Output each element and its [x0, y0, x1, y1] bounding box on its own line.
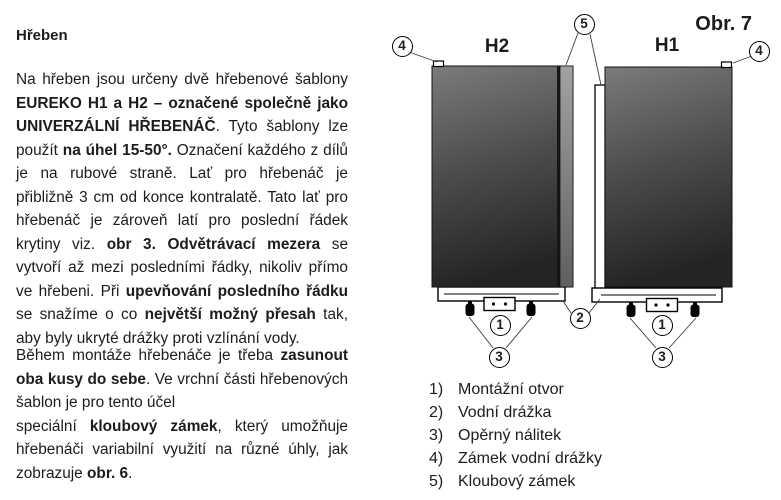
text-run: tak, aby byly ukryté drážky proti vzlínání vody. — [16, 306, 348, 347]
figure-caption: Obr. 7 — [695, 13, 752, 35]
groove-lock-tab-h1 — [722, 62, 732, 68]
text-run-bold: obr 3. Odvětrávací mezera — [106, 235, 321, 253]
panel-h1-shape — [605, 67, 732, 287]
callout-4-right: 4 — [749, 41, 770, 62]
paragraph-intro — [16, 68, 348, 350]
callout-1-right: 1 — [652, 315, 673, 336]
hinge-lock-strip-h1 — [595, 85, 605, 301]
text-run-bold: největší možný přesah — [144, 306, 316, 323]
panel-h2-shape — [432, 66, 573, 287]
legend-number: 4) — [429, 450, 444, 467]
section-heading: Hřeben — [16, 27, 68, 44]
panel-h1-label: H1 — [654, 35, 680, 56]
text-run: . Ve vrchní části hřebenových šablon je pro tento účel — [16, 370, 349, 411]
figure-legend — [429, 381, 602, 496]
text-run-bold: zasunout oba kusy do sebe — [16, 347, 348, 388]
text-run: Označení každého z dílů je na rubové straně. Lať pro hřebenáč je přibližně 3 cm od konce kontralatě. Tato lať pro hřebenáč je zároveň latí pro poslední řádek krytiny viz. — [16, 141, 348, 253]
panel-h2-label: H2 — [484, 36, 510, 57]
text-run: . Tyto šablony lze použít — [16, 118, 348, 159]
legend-label: Zámek vodní drážky — [458, 450, 603, 467]
legend-item — [429, 404, 602, 427]
legend-item — [429, 427, 602, 450]
legend-number: 5) — [429, 473, 444, 490]
legend-item — [429, 381, 602, 404]
legend-number: 1) — [429, 381, 444, 398]
text-run-bold: na úhel 15-50°. — [62, 141, 172, 159]
legend-label: Vodní drážka — [458, 404, 552, 421]
callout-5: 5 — [574, 14, 595, 35]
legend-number: 2) — [429, 404, 444, 421]
text-run-bold: obr. 6 — [87, 464, 129, 482]
legend-label: Opěrný nálitek — [458, 427, 562, 444]
text-run: Na hřeben jsou určeny dvě hřebenové šablony — [16, 71, 348, 88]
callout-4-left: 4 — [392, 36, 413, 57]
groove-lock-tab-h2 — [434, 61, 444, 67]
text-run: se snažíme o co — [16, 306, 145, 323]
callout-1-left: 1 — [490, 315, 511, 336]
text-run: . — [128, 464, 133, 482]
legend-number: 3) — [429, 427, 444, 444]
text-run: se vytvoří až mezi posledními řádky, nikoliv přímo ve hřebeni. Při — [16, 235, 349, 300]
callout-3-right: 3 — [652, 347, 673, 368]
legend-item — [429, 450, 602, 473]
legend-item — [429, 473, 602, 496]
callout-2: 2 — [570, 308, 591, 329]
paragraph-assembly — [16, 344, 348, 485]
panel-h2-stripe — [560, 66, 573, 287]
text-run: , který umožňuje hřebenáči variabilní využití na různé úhly, jak zobrazuje — [16, 417, 348, 482]
legend-label: Montážní otvor — [458, 381, 564, 398]
callout-3-left: 3 — [489, 347, 510, 368]
text-run: speciální — [16, 417, 90, 435]
panel-h2-edge-line — [557, 66, 560, 287]
text-run-bold: EUREKO H1 a H2 – označené společně jako UNIVERZÁLNÍ HŘEBENÁČ — [16, 94, 348, 135]
text-run-bold: kloubový zámek — [89, 417, 218, 435]
text-run: Během montáže hřebenáče je třeba — [16, 347, 281, 364]
legend-label: Kloubový zámek — [458, 473, 576, 490]
text-run-bold: upevňování posledního řádku — [125, 282, 348, 300]
